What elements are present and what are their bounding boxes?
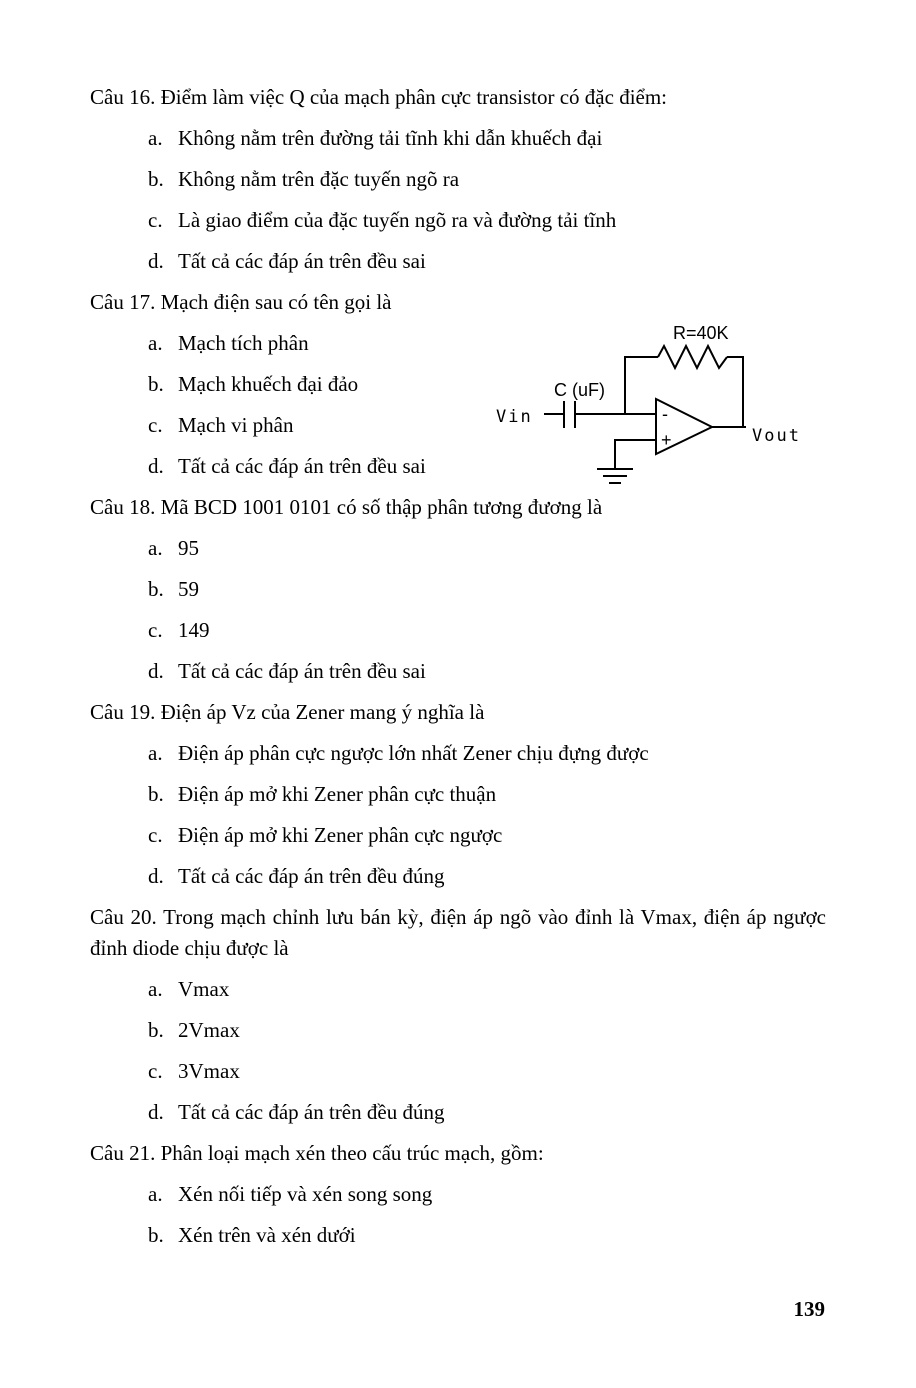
option-text: Tất cả các đáp án trên đều đúng [178,1100,445,1124]
option-letter: a. [148,126,163,150]
question-18 [90,492,826,687]
feedback-wire-right [727,357,743,427]
input-label: Vin [496,407,533,427]
option-b [148,1015,826,1046]
option-a [148,328,430,359]
question-17 [90,287,826,482]
option-c [148,820,826,851]
option-letter: c. [148,413,163,437]
option-letter: b. [148,167,164,191]
circuit-svg [488,317,826,505]
question-title: Câu 17. Mạch điện sau có tên gọi là [90,290,392,314]
inverting-input-sign: - [662,404,668,424]
question-21 [90,1138,826,1251]
option-text: 3Vmax [178,1059,240,1083]
option-letter: d. [148,1100,164,1124]
option-text: Điện áp phân cực ngược lớn nhất Zener chịu đựng được [178,741,649,765]
option-letter: a. [148,1182,163,1206]
option-letter: a. [148,536,163,560]
options-list [148,738,826,892]
question-16 [90,82,826,277]
option-letter: c. [148,618,163,642]
ground-wire [615,440,656,469]
option-letter: c. [148,1059,163,1083]
option-letter: d. [148,454,164,478]
option-letter: c. [148,823,163,847]
option-a [148,738,826,769]
options-list [148,328,430,482]
option-text: Không nằm trên đường tải tĩnh khi dẫn khuếch đại [178,126,603,150]
question-20 [90,902,826,1128]
option-letter: a. [148,741,163,765]
output-label: Vout [752,426,801,446]
option-d [148,246,826,277]
option-text: Tất cả các đáp án trên đều đúng [178,864,445,888]
option-c [148,205,826,236]
question-title: Câu 18. Mã BCD 1001 0101 có số thập phân tương đương là [90,495,603,519]
option-a [148,974,826,1005]
feedback-wire-left [625,357,658,414]
option-text: Vmax [178,977,230,1001]
option-text: Tất cả các đáp án trên đều sai [178,659,426,683]
opamp-circuit-diagram [488,317,826,505]
option-d [148,451,430,482]
option-text: 149 [178,618,210,642]
option-letter: a. [148,977,163,1001]
option-text: Mạch khuếch đại đảo [178,372,359,396]
options-list [148,123,826,277]
option-text: 59 [178,577,199,601]
question-title: Câu 21. Phân loại mạch xén theo cấu trúc mạch, gồm: [90,1141,544,1165]
option-b [148,779,826,810]
capacitor-label: C (uF) [554,380,605,400]
option-b [148,369,430,400]
option-c [148,1056,826,1087]
options-list [148,533,826,687]
option-text: Điện áp mở khi Zener phân cực ngược [178,823,503,847]
option-text: 2Vmax [178,1018,240,1042]
option-letter: b. [148,577,164,601]
page-number: 139 [793,1297,825,1321]
option-letter: d. [148,249,164,273]
option-letter: b. [148,372,164,396]
question-19 [90,697,826,892]
option-text: Là giao điểm của đặc tuyến ngõ ra và đường tải tĩnh [178,208,617,232]
option-text: 95 [178,536,199,560]
option-letter: a. [148,331,163,355]
option-text: Tất cả các đáp án trên đều sai [178,249,426,273]
option-letter: b. [148,1223,164,1247]
option-letter: c. [148,208,163,232]
option-letter: d. [148,659,164,683]
option-text: Mạch tích phân [178,331,309,355]
resistor-label: R=40K [673,323,729,343]
option-d [148,861,826,892]
option-text: Điện áp mở khi Zener phân cực thuận [178,782,497,806]
option-letter: d. [148,864,164,888]
options-list [148,974,826,1128]
option-d [148,1097,826,1128]
option-a [148,123,826,154]
option-b [148,1220,826,1251]
option-a [148,533,826,564]
question-title: Câu 19. Điện áp Vz của Zener mang ý nghĩa là [90,700,485,724]
option-text: Xén nối tiếp và xén song song [178,1182,433,1206]
option-b [148,574,826,605]
options-list [148,1179,826,1251]
option-letter: b. [148,1018,164,1042]
question-title: Câu 20. Trong mạch chỉnh lưu bán kỳ, điện áp ngõ vào đỉnh là Vmax, điện áp ngược đỉnh diode chịu được là [90,905,826,960]
resistor-symbol [658,346,727,368]
option-c [148,615,826,646]
option-c [148,410,430,441]
option-text: Không nằm trên đặc tuyến ngõ ra [178,167,460,191]
question-title: Câu 16. Điểm làm việc Q của mạch phân cực transistor có đặc điểm: [90,85,668,109]
option-letter: b. [148,782,164,806]
option-text: Tất cả các đáp án trên đều sai [178,454,426,478]
noninverting-input-sign: + [661,430,672,450]
option-b [148,164,826,195]
option-d [148,656,826,687]
option-text: Xén trên và xén dưới [178,1223,356,1247]
option-a [148,1179,826,1210]
option-text: Mạch vi phân [178,413,294,437]
